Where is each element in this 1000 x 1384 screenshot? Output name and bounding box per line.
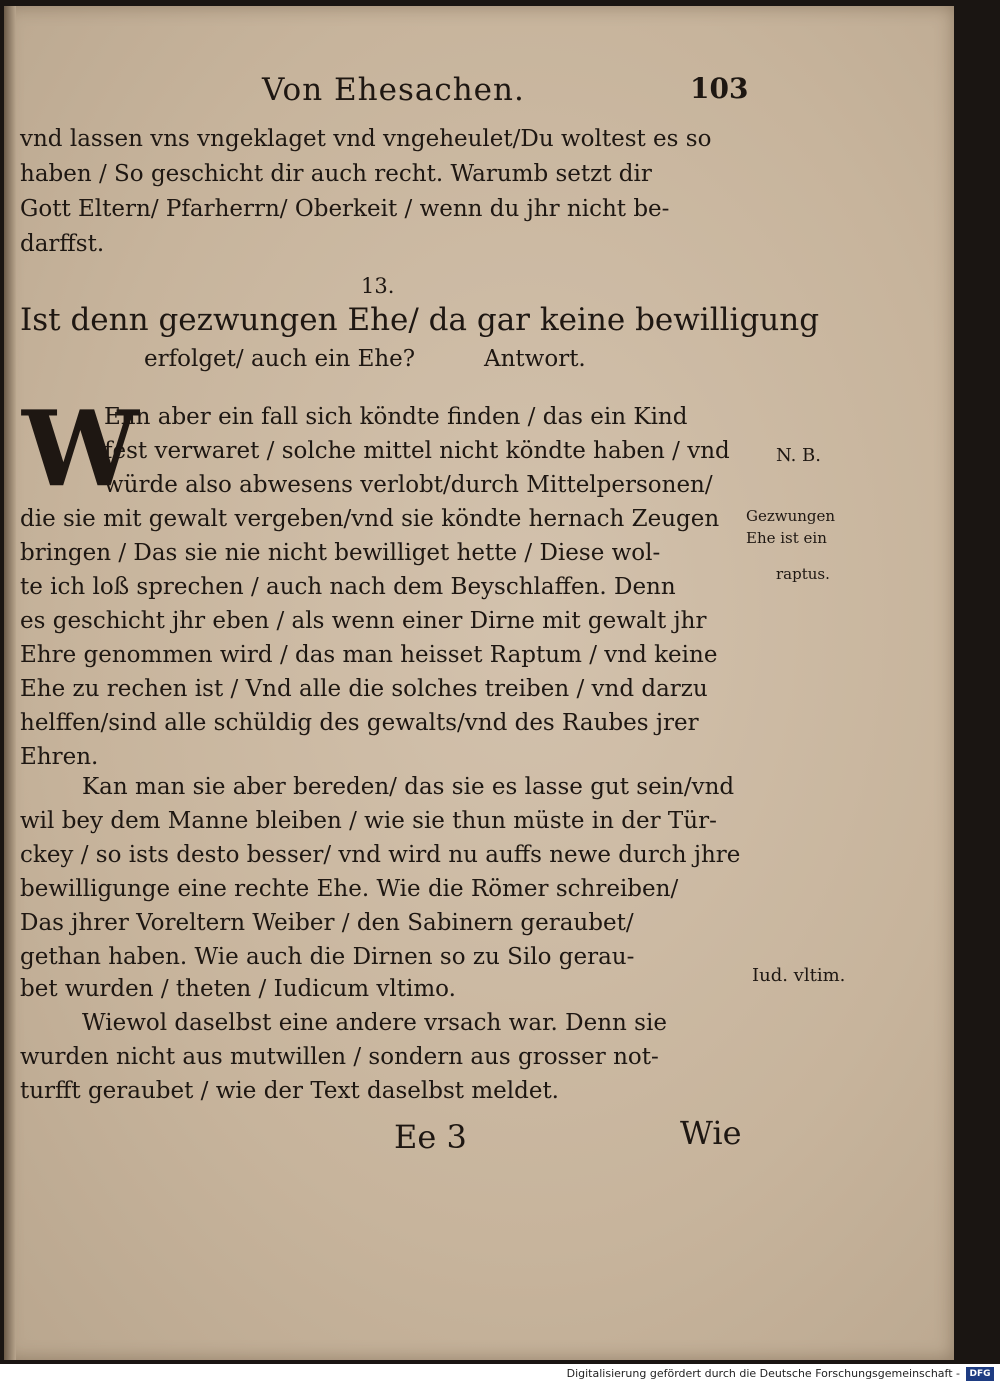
margin-note-raptus: Gezwungen	[746, 507, 836, 525]
text-line: Ehe zu rechen ist / Vnd alle die solches treiben / vnd darzu	[20, 676, 708, 702]
signature-mark: Ee 3	[394, 1118, 467, 1156]
margin-note-raptus: Ehe ist ein	[746, 529, 827, 547]
text-line: Das jhrer Voreltern Weiber / den Sabinern geraubet/	[20, 910, 634, 936]
margin-note-raptus: raptus.	[776, 565, 830, 583]
book-page	[4, 6, 954, 1360]
text-line: Ehren.	[20, 744, 99, 770]
text-line: vnd lassen vns vngeklaget vnd vngeheulet/Du woltest es so	[20, 126, 712, 152]
margin-note-iud: Iud. vltim.	[752, 965, 846, 986]
text-line: te ich loß sprechen / auch nach dem Beyschlaffen. Denn	[20, 574, 676, 600]
text-line: Gott Eltern/ Pfarherrn/ Oberkeit / wenn du jhr nicht be-	[20, 196, 670, 222]
answer-label: Antwort.	[484, 346, 586, 372]
page-spine-shadow	[4, 6, 16, 1360]
dfg-logo-icon: DFG	[966, 1367, 994, 1381]
text-line: darffst.	[20, 231, 105, 257]
text-line: bringen / Das sie nie nicht bewilliget hette / Diese wol-	[20, 540, 661, 566]
text-line: Ehre genommen wird / das man heisset Raptum / vnd keine	[20, 642, 718, 668]
drop-capital: W	[22, 387, 139, 510]
footer-strip	[0, 1364, 1000, 1384]
text-line: wil bey dem Manne bleiben / wie sie thun müste in der Tür-	[20, 808, 717, 834]
text-line: gethan haben. Wie auch die Dirnen so zu Silo gerau-	[20, 944, 635, 970]
text-line: es geschicht jhr eben / als wenn einer Dirne mit gewalt jhr	[20, 608, 707, 634]
text-line: bet wurden / theten / Iudicum vltimo.	[20, 976, 456, 1002]
text-line: würde also abwesens verlobt/durch Mittelpersonen/	[104, 472, 713, 498]
text-line: ckey / so ists desto besser/ vnd wird nu auffs newe durch jhre	[20, 842, 741, 868]
text-line: helffen/sind alle schüldig des gewalts/vnd des Raubes jrer	[20, 710, 699, 736]
text-line: fest verwaret / solche mittel nicht köndte haben / vnd	[104, 438, 730, 464]
running-header-title: Von Ehesachen.	[262, 72, 525, 108]
text-line: Kan man sie aber bereden/ das sie es lasse gut sein/vnd	[82, 774, 735, 800]
margin-note-nb: N. B.	[776, 445, 821, 466]
text-line: haben / So geschicht dir auch recht. Warumb setzt dir	[20, 161, 652, 187]
text-line: die sie mit gewalt vergeben/vnd sie köndte hernach Zeugen	[20, 506, 720, 532]
text-line: Wiewol daselbst eine andere vrsach war. Denn sie	[82, 1010, 667, 1036]
footer-credit: Digitalisierung gefördert durch die Deutsche Forschungsgemeinschaft -	[566, 1367, 960, 1380]
section-heading-cont: erfolget/ auch ein Ehe?	[144, 346, 416, 372]
text-line: bewilligunge eine rechte Ehe. Wie die Römer schreiben/	[20, 876, 679, 902]
text-line: wurden nicht aus mutwillen / sondern aus grosser not-	[20, 1044, 659, 1070]
section-heading: Ist denn gezwungen Ehe/ da gar keine bewilligung	[20, 302, 820, 338]
section-number: 13.	[361, 274, 395, 298]
text-line: Enn aber ein fall sich köndte finden / das ein Kind	[104, 404, 688, 430]
page-number: 103	[690, 72, 749, 105]
text-line: turfft geraubet / wie der Text daselbst meldet.	[20, 1078, 559, 1104]
catchword: Wie	[680, 1114, 742, 1152]
